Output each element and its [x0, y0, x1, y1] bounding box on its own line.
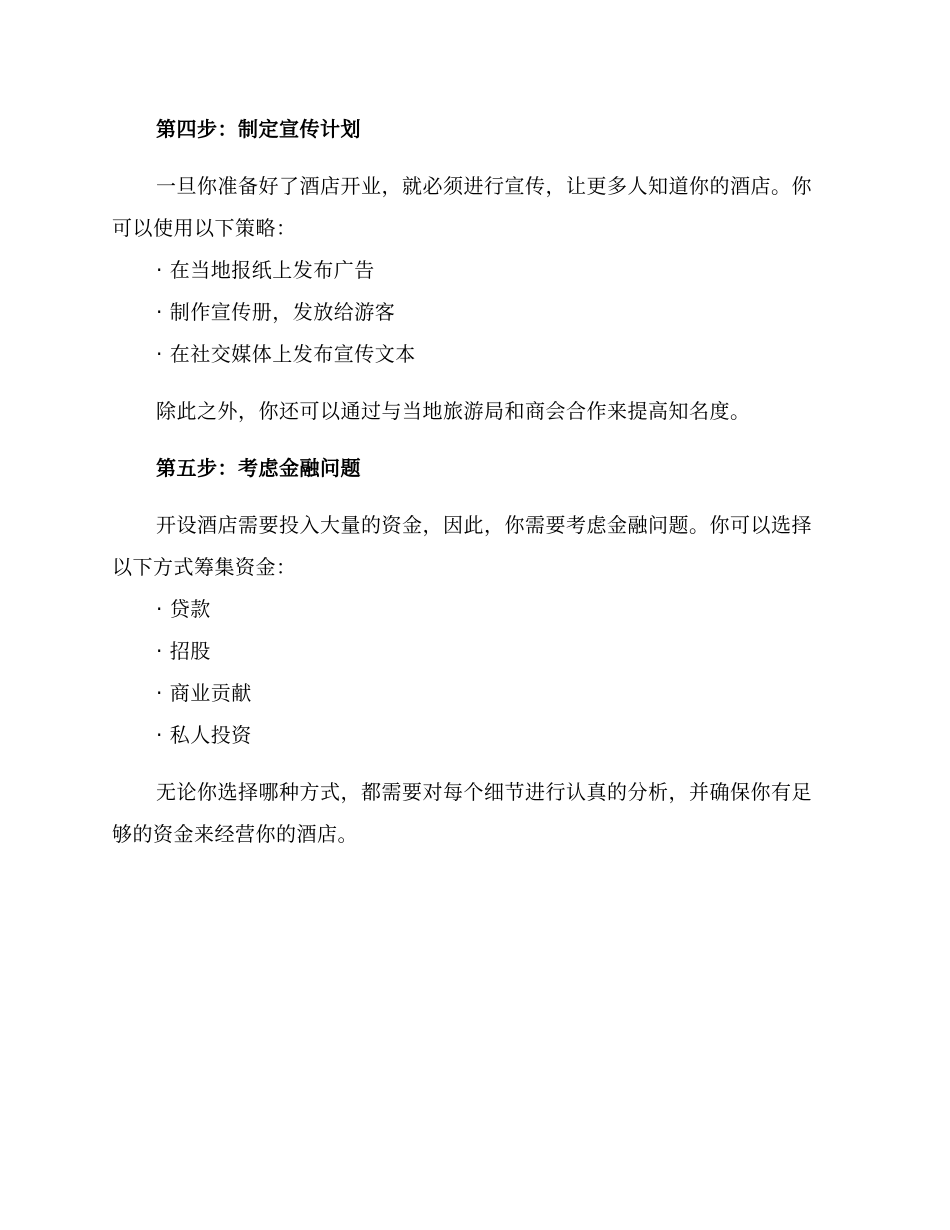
section5-closing: 无论你选择哪种方式，都需要对每个细节进行认真的分析，并确保你有足够的资金来经营你的酒店。	[112, 780, 812, 846]
section4-intro: 一旦你准备好了酒店开业，就必须进行宣传，让更多人知道你的酒店。你可以使用以下策略：	[112, 174, 812, 240]
section5-bullet-3: · 商业贡献	[156, 681, 252, 705]
section4-bullet-1: · 在当地报纸上发布广告	[156, 258, 375, 282]
document-page	[112, 108, 832, 855]
section5-bullet-1: · 贷款	[156, 597, 211, 621]
section5-bullet-2: · 招股	[156, 639, 211, 663]
section5-heading: 第五步：考虑金融问题	[156, 456, 361, 480]
section4-bullet-2: · 制作宣传册，发放给游客	[156, 300, 396, 324]
section4-bullet-3: · 在社交媒体上发布宣传文本	[156, 342, 416, 366]
section4-heading: 第四步：制定宣传计划	[156, 117, 361, 141]
section5-intro: 开设酒店需要投入大量的资金，因此，你需要考虑金融问题。你可以选择以下方式筹集资金：	[112, 513, 812, 579]
section5-bullet-4: · 私人投资	[156, 723, 252, 747]
section4-closing: 除此之外，你还可以通过与当地旅游局和商会合作来提高知名度。	[156, 399, 751, 423]
